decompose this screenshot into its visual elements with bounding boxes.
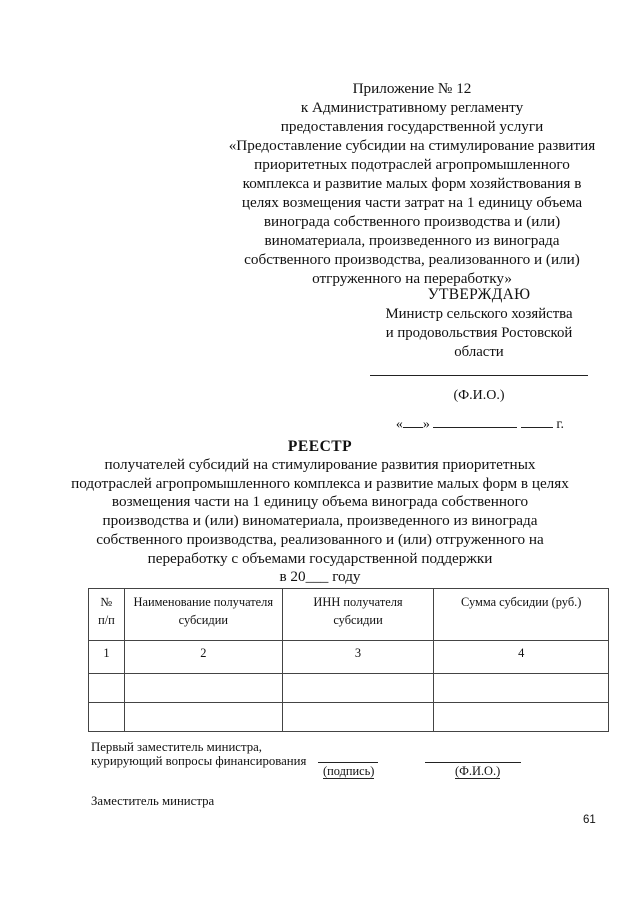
appendix-line: «Предоставление субсидии на стимулирование развития — [228, 137, 596, 154]
page-number: 61 — [583, 814, 596, 826]
approval-line: Министр сельского хозяйства — [385, 306, 573, 322]
register-table — [88, 588, 609, 732]
table-cell — [89, 674, 125, 703]
register-title-line: переработку с объемами государственной поддержки — [147, 549, 493, 567]
appendix-line: виноматериала, произведенного из винограда — [264, 232, 560, 249]
approval-signature-line — [370, 375, 588, 376]
appendix-line: предоставления государственной услуги — [280, 118, 544, 135]
table-cell — [282, 674, 434, 703]
signature-line — [318, 762, 378, 763]
header-cell-recipient-name: Наименование получателя субсидии — [124, 589, 282, 641]
header-cell-inn: ИНН получателя субсидии — [282, 589, 434, 641]
register-title-line: в 20___ году — [279, 568, 361, 586]
approval-line: и продовольствия Ростовской — [385, 325, 573, 341]
table-cell — [434, 674, 609, 703]
date-quote-close: » — [422, 417, 430, 432]
register-title — [60, 437, 580, 587]
table-cell — [89, 703, 125, 732]
deputy-minister-label: Заместитель министра — [91, 794, 215, 808]
table-numbering-row — [89, 641, 609, 674]
position-line: Первый заместитель министра, — [91, 740, 263, 754]
date-quote-open: « — [395, 417, 403, 432]
table-cell: 2 — [124, 641, 282, 674]
appendix-header — [222, 79, 602, 288]
register-title-line: возмещения части на 1 единицу объема винограда собственного — [111, 493, 529, 511]
header-cell-number: № п/п — [89, 589, 125, 641]
date-year-suffix: г. — [556, 417, 564, 432]
register-title-line: собственного производства, реализованного и (или) отгруженного на — [96, 530, 544, 548]
table-cell: 1 — [89, 641, 125, 674]
fio-line — [425, 762, 521, 763]
appendix-line: Приложение № 12 — [352, 80, 472, 97]
table-row — [89, 703, 609, 732]
table-cell: 4 — [434, 641, 609, 674]
table-cell: 3 — [282, 641, 434, 674]
signature-position — [91, 740, 306, 768]
register-heading: РЕЕСТР — [287, 438, 353, 455]
signature-caption: (подпись) — [323, 764, 375, 778]
approval-fio-label: (Ф.И.О.) — [453, 388, 505, 403]
table-cell — [282, 703, 434, 732]
position-line: курирующий вопросы финансирования — [91, 754, 307, 768]
table-cell — [434, 703, 609, 732]
date-day-blank — [403, 416, 423, 428]
header-cell-amount: Сумма субсидии (руб.) — [434, 589, 609, 641]
date-month-blank — [433, 416, 517, 428]
approval-heading: УТВЕРЖДАЮ — [427, 286, 531, 303]
appendix-line: комплекса и развитие малых форм хозяйствования в — [242, 175, 582, 192]
appendix-line: приоритетных подотраслей агропромышленного — [254, 156, 570, 173]
approval-date-line — [366, 416, 592, 433]
register-title-line: подотраслей агропромышленного комплекса и развитие малых форм в целях — [71, 474, 569, 492]
fio-caption: (Ф.И.О.) — [455, 764, 501, 778]
approval-line: области — [454, 344, 504, 360]
appendix-line: целях возмещения части затрат на 1 единицу объема — [241, 194, 583, 211]
appendix-line: отгруженного на переработку» — [312, 270, 512, 287]
appendix-line: к Административному регламенту — [300, 99, 524, 116]
appendix-line: винограда собственного производства и (или) — [263, 213, 561, 230]
date-year-blank — [521, 416, 553, 428]
appendix-line: собственного производства, реализованного и (или) — [244, 251, 580, 268]
approval-block — [366, 285, 592, 433]
register-title-line: получателей субсидий на стимулирование развития приоритетных — [104, 456, 536, 473]
table-cell — [124, 674, 282, 703]
table-cell — [124, 703, 282, 732]
register-title-line: производства и (или) виноматериала, произведенного из винограда — [102, 512, 538, 530]
table-header-row — [89, 589, 609, 641]
table-row — [89, 674, 609, 703]
